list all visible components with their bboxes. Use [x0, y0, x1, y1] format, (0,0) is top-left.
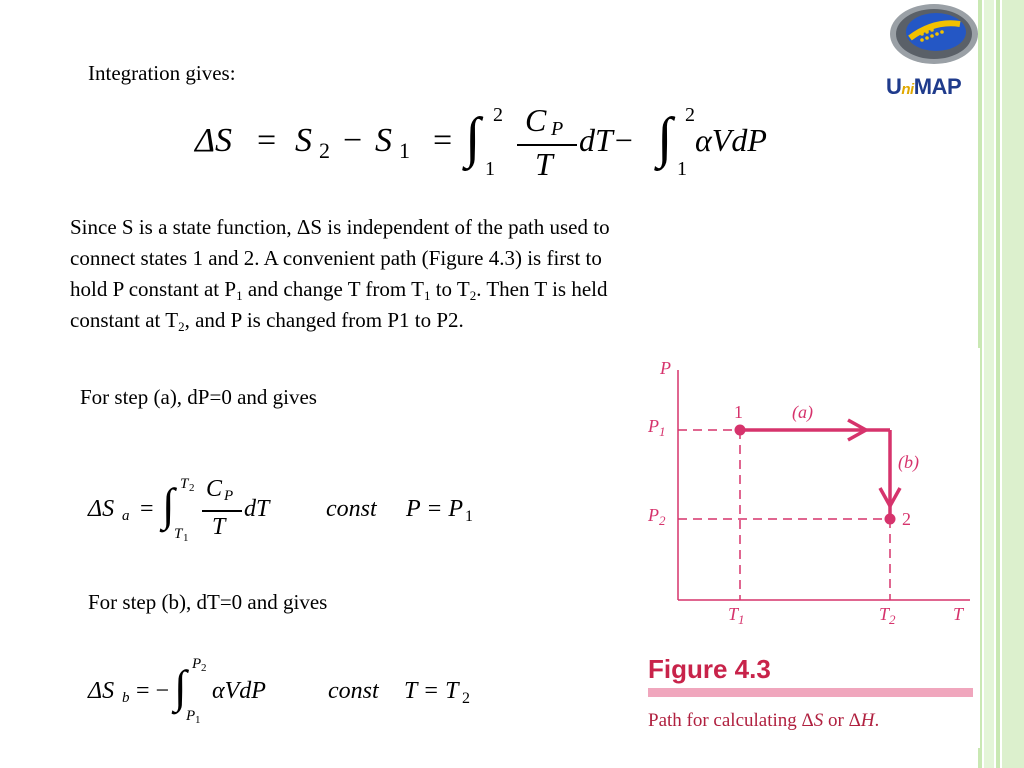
eq-b-lower: P	[186, 708, 196, 724]
logo-u: U	[886, 74, 902, 99]
eq-a-dt: dT	[244, 496, 270, 522]
main-eq-equals: =	[257, 122, 277, 159]
figure-4-3	[630, 348, 980, 748]
label-p1	[648, 416, 666, 437]
label-path-a: (a)	[792, 402, 813, 422]
eq-b-upper-sub: 2	[201, 662, 207, 674]
main-eq-s1-sub: 1	[399, 138, 410, 163]
caption-part-1: Path for calculating Δ	[648, 710, 814, 731]
p3-b: and change T from T	[242, 277, 424, 301]
eq-a-num-sub: P	[224, 488, 234, 504]
label-point-1: 1	[734, 402, 743, 422]
p3-sub2: 1	[423, 288, 431, 303]
logo-map: MAP	[913, 74, 962, 99]
main-equation	[195, 100, 815, 190]
unimap-logo	[882, 0, 986, 104]
main-eq-ds: ΔS	[195, 122, 232, 159]
p4-sub: 2	[178, 319, 185, 334]
equation-step-a	[88, 476, 488, 556]
unimap-logo-text	[886, 74, 961, 100]
eq-a-lhs-sub: a	[122, 508, 130, 524]
label-t1-sub: 1	[738, 612, 745, 627]
eq-a-cond: P = P	[406, 496, 464, 522]
eq-a-const: const	[326, 496, 377, 522]
p3-sub1: 1	[236, 288, 243, 303]
paragraph-line-1: Since S is a state function, ΔS is independent of the path used to	[70, 215, 610, 239]
paragraph-line-3	[70, 274, 870, 305]
main-integral-1: ∫	[465, 107, 481, 169]
eq-b-equals: = −	[136, 678, 170, 704]
eq-b-integral: ∫	[174, 661, 187, 712]
figure-title: Figure 4.3	[648, 654, 771, 684]
eq-a-num: C	[206, 476, 223, 502]
paragraph-line-4	[70, 305, 870, 336]
eq-b-cond: T = T	[404, 678, 459, 704]
eq-b-lhs: ΔS	[88, 678, 115, 704]
axis-label-t: T	[953, 604, 964, 624]
caption-h: H	[860, 710, 875, 731]
label-p1-main: P	[648, 416, 659, 436]
main-int1-upper: 2	[493, 104, 503, 126]
main-int1-lower: 1	[485, 158, 495, 180]
main-frac-den: T	[535, 146, 553, 182]
eq-b-lower-sub: 1	[195, 714, 201, 726]
p3-d: . Then T is held	[476, 277, 608, 301]
label-point-2: 2	[902, 509, 911, 529]
p3-a: hold P constant at P	[70, 277, 237, 301]
eq-a-lower: T	[174, 526, 183, 542]
eq-b-lhs-sub: b	[122, 690, 130, 706]
caption-end: .	[874, 710, 880, 731]
main-eq-minus: −	[343, 122, 363, 159]
label-t1	[728, 604, 745, 625]
main-eq-s1: S	[375, 122, 392, 159]
caption-s: S	[813, 710, 824, 731]
paragraph-line-2: connect states 1 and 2. A convenient path (Figure 4.3) is first to	[70, 246, 602, 270]
main-int2-upper: 2	[685, 104, 695, 126]
label-path-b: (b)	[898, 452, 919, 472]
eq-a-equals: =	[140, 496, 154, 522]
figure-rule	[648, 688, 973, 697]
eq-a-lhs: ΔS	[88, 496, 115, 522]
main-int2-lower: 1	[677, 158, 687, 180]
eq-a-integral: ∫	[162, 479, 175, 530]
step-a-text: For step (a), dP=0 and gives	[80, 385, 317, 409]
intro-text: Integration gives:	[88, 61, 236, 85]
eq-a-cond-sub: 1	[465, 508, 473, 525]
main-frac-num: C	[525, 102, 547, 138]
label-p2	[648, 505, 666, 526]
label-t2	[879, 604, 896, 625]
label-t1-main: T	[728, 604, 739, 624]
main-eq-s2: S	[295, 122, 312, 159]
figure-caption	[648, 710, 879, 732]
eq-a-upper-sub: 2	[189, 482, 195, 494]
eq-b-cond-sub: 2	[462, 690, 470, 707]
equation-step-b	[88, 656, 488, 736]
label-p1-sub: 1	[659, 424, 666, 439]
main-eq-tail: αVdP	[695, 122, 767, 158]
logo-ni: ni	[901, 81, 914, 98]
eq-a-den: T	[212, 514, 226, 540]
caption-part-2: or Δ	[823, 710, 861, 731]
main-integral-2: ∫	[657, 107, 673, 169]
step-b-text: For step (b), dT=0 and gives	[88, 590, 328, 614]
label-p2-sub: 2	[659, 513, 666, 528]
main-eq-dt: dT−	[579, 122, 635, 158]
p3-sub3: 2	[469, 288, 477, 303]
state-point-1	[735, 425, 746, 436]
label-p2-main: P	[648, 505, 659, 525]
eq-a-upper: T	[180, 476, 189, 492]
eq-a-fraction-bar	[202, 510, 242, 512]
eq-b-const: const	[328, 678, 379, 704]
axis-label-p: P	[660, 358, 671, 378]
decor-stripe-3	[996, 0, 1000, 768]
p4-b: , and P is changed from P1 to P2.	[184, 308, 464, 332]
eq-a-lower-sub: 1	[183, 532, 189, 544]
decor-stripe-4	[1002, 0, 1024, 768]
main-eq-equals-2: =	[433, 122, 453, 159]
unimap-logo-emblem	[882, 0, 986, 70]
eq-b-upper: P	[192, 656, 202, 672]
p4-a: constant at T	[70, 308, 179, 332]
main-frac-num-sub: P	[551, 118, 564, 140]
label-t2-sub: 2	[889, 612, 896, 627]
main-eq-s2-sub: 2	[319, 138, 330, 163]
eq-b-body: αVdP	[212, 678, 266, 704]
explanation-paragraph	[70, 212, 870, 336]
p3-c: to T	[430, 277, 470, 301]
label-t2-main: T	[879, 604, 890, 624]
decor-stripe-2	[984, 0, 994, 768]
state-point-2	[885, 514, 896, 525]
path-diagram	[630, 348, 980, 638]
